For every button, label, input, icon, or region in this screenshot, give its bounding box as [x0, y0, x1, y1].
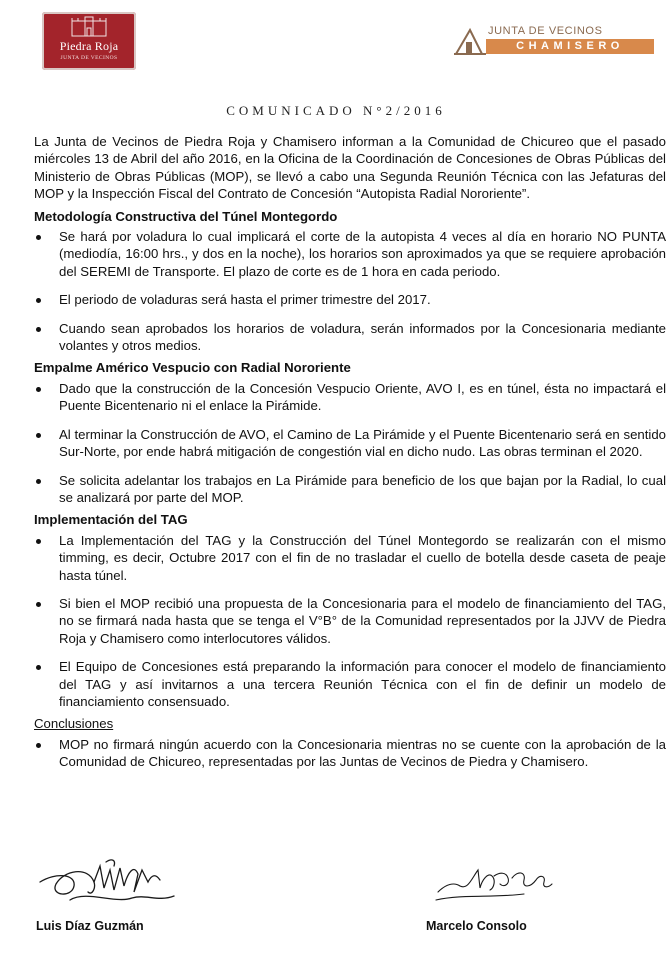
- list-item-text: Se hará por voladura lo cual implicará el corte de la autopista 4 veces al día en horario NO PUNTA (mediodía, 16:00 hrs., y dos en la noche), los horarios son aproximados ya que se requiere aprobación del SEREMI de Transporte. El plazo de corte es de 1 hora en cada periodo.: [59, 229, 666, 279]
- signer-name-right: Marcelo Consolo: [426, 919, 527, 933]
- bullet-icon: [36, 235, 41, 240]
- bullet-icon: [36, 387, 41, 392]
- list-item: [34, 658, 666, 710]
- list-item: [34, 228, 666, 280]
- bullet-icon: [36, 479, 41, 484]
- intro-paragraph: La Junta de Vecinos de Piedra Roja y Chamisero informan a la Comunidad de Chicureo que el pasado miércoles 13 de Abril del año 2016, en la Oficina de la Coordinación de Concesiones de Obras Públicas del Ministerio de Obras Públicas (MOP), se llevó a cabo una Segunda Reunión Técnica con las Jefaturas del MOP y la Inspección Fiscal del Contrato de Concesión “Autopista Radial Nororiente”.: [34, 134, 666, 202]
- bullet-icon: [36, 602, 41, 607]
- bullet-icon: [36, 433, 41, 438]
- left-logo-name: Piedra Roja: [59, 39, 119, 53]
- signer-name-left: Luis Díaz Guzmán: [36, 919, 144, 933]
- section-heading: Implementación del TAG: [34, 512, 188, 528]
- section-list: [34, 736, 666, 771]
- right-logo-bar: [486, 39, 654, 54]
- section-list: [34, 228, 666, 354]
- list-item-text: Si bien el MOP recibió una propuesta de la Concesionaria para el modelo de financiamiento del TAG, no se firmará nada hasta que se tenga el V°B° de la Comunidad representados por la JJVV de Piedra Roja y Chamisero como interlocutores válidos.: [59, 595, 666, 646]
- list-item-text: El Equipo de Concesiones está preparando la información para conocer el modelo de financiamiento del TAG y así invitarnos a una tercera Reunión Técnica con el fin de definir un modelo de financiamiento consensuado.: [59, 659, 666, 709]
- bullet-icon: [36, 665, 41, 670]
- list-item-text: MOP no firmará ningún acuerdo con la Concesionaria mientras no se cuente con la aprobación de la Comunidad de Chicureo, representadas por las Juntas de Vecinos de Piedra y Chamisero.: [59, 736, 666, 770]
- signature-left: [36, 852, 186, 912]
- bullet-icon: [36, 298, 41, 303]
- bullet-icon: [36, 743, 41, 748]
- list-item-text: Cuando sean aprobados los horarios de voladura, serán informados por la Concesionaria mediante volantes y otros medios.: [59, 320, 666, 354]
- list-item-text: Se solicita adelantar los trabajos en La Pirámide para beneficio de los que bajan por la Radial, lo cual se analizará por parte del MOP.: [59, 472, 666, 505]
- left-logo-subtitle: JUNTA DE VECINOS: [60, 55, 118, 61]
- right-logo-top-text: JUNTA DE VECINOS: [488, 25, 603, 37]
- list-item: [34, 426, 666, 461]
- list-item: [34, 595, 666, 647]
- document-body: [34, 133, 666, 776]
- section-list: [34, 380, 666, 506]
- section-heading: Metodología Constructiva del Túnel Montegordo: [34, 208, 338, 224]
- signature-right: [432, 858, 562, 908]
- bullet-icon: [36, 327, 41, 332]
- piedra-roja-logo: [42, 12, 136, 70]
- document-title: COMUNICADO N°2/2016: [226, 103, 446, 118]
- list-item: [34, 320, 666, 355]
- list-item-text: Al terminar la Construcción de AVO, el Camino de La Pirámide y el Puente Bicentenario será en sentido Sur-Norte, por ende habrá mitigación de congestión vial en dicho nudo. Las obras terminan el 2020.: [59, 426, 666, 460]
- list-item: [34, 291, 666, 308]
- list-item: [34, 532, 666, 584]
- section-list: [34, 532, 666, 711]
- section-heading: Empalme Américo Vespucio con Radial Nororiente: [34, 360, 351, 376]
- right-logo-bar-text: CHAMISERO: [516, 40, 624, 52]
- list-item: [34, 736, 666, 771]
- list-item-text: La Implementación del TAG y la Construcción del Túnel Montegordo se realizarán con el mismo timming, es decir, Octubre 2017 con el fin de no trasladar el cuello de botella desde caseta de peaje hasta túnel.: [59, 532, 666, 583]
- list-item-text: El periodo de voladuras será hasta el primer trimestre del 2017.: [59, 292, 431, 308]
- list-item: [34, 472, 666, 507]
- list-item: [34, 380, 666, 415]
- list-item-text: Dado que la construcción de la Concesión Vespucio Oriente, AVO I, es en túnel, ésta no impactará el Puente Bicentenario ni el enlace la Pirámide.: [59, 380, 666, 414]
- bullet-icon: [36, 539, 41, 544]
- chamisero-logo: [452, 24, 656, 58]
- section-heading-conclusions: Conclusiones: [34, 716, 114, 732]
